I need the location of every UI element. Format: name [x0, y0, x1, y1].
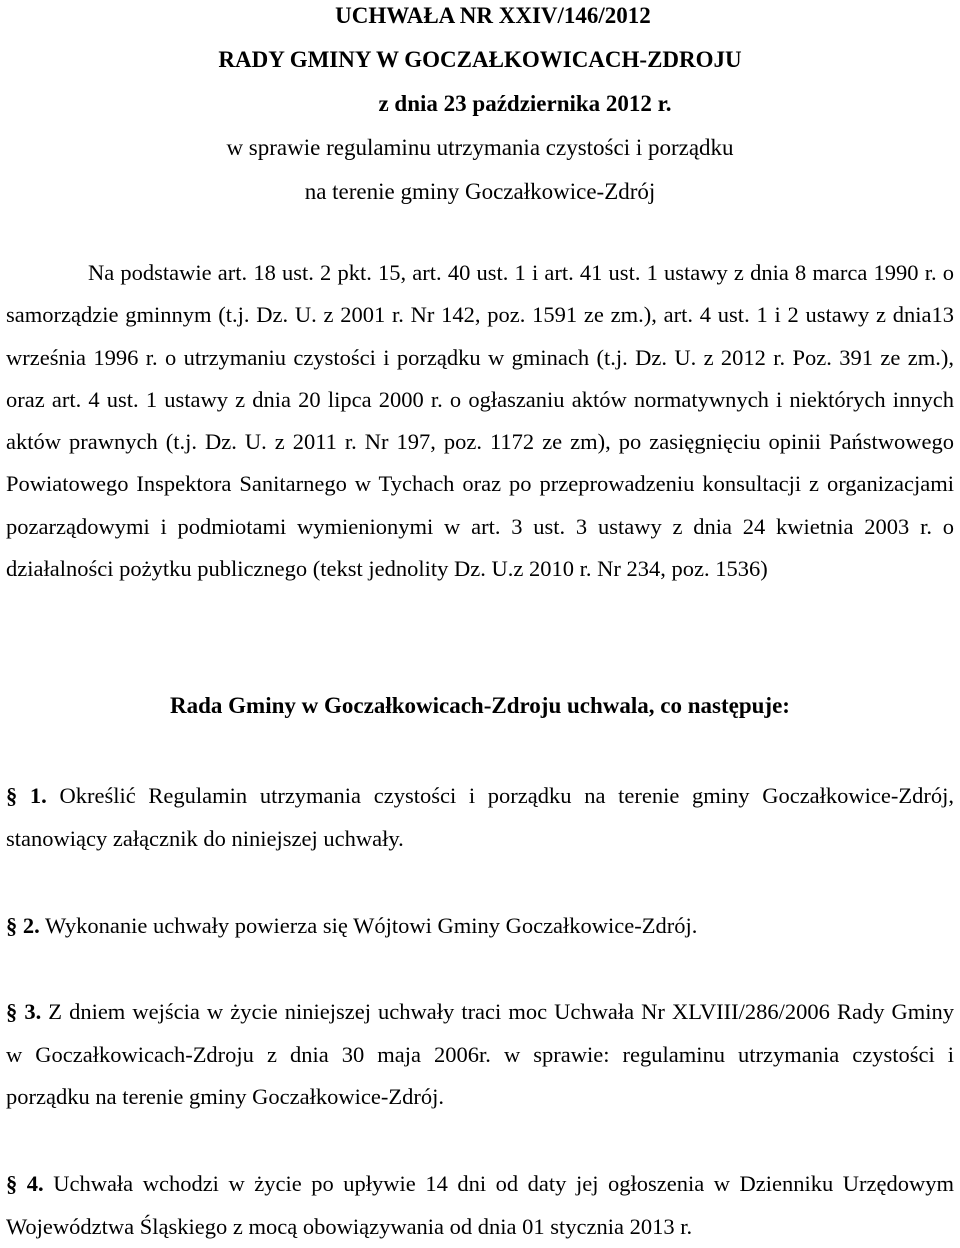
- section-1-number: § 1.: [6, 783, 47, 808]
- section-2: [6, 905, 954, 948]
- section-2-text: Wykonanie uchwały powierza się Wójtowi Gminy Goczałkowice-Zdrój.: [39, 913, 698, 938]
- subject-line-2: na terenie gminy Goczałkowice-Zdrój: [304, 179, 656, 204]
- section-3-number: § 3.: [6, 999, 42, 1024]
- resolution-number: UCHWAŁA NR XXIV/146/2012: [335, 3, 651, 28]
- document-header: [0, 0, 960, 220]
- subject-line-1: w sprawie regulaminu utrzymania czystości i porządku: [226, 135, 734, 160]
- section-3-text: Z dniem wejścia w życie niniejszej uchwały traci moc Uchwała Nr XLVIII/286/2006 Rady Gminy w Goczałkowicach-Zdroju z dnia 30 maja 2006r. w sprawie: regulaminu utrzymania czystości i porządku na terenie gminy Goczałkowice-Zdrój.: [6, 999, 955, 1109]
- section-4-text: Uchwała wchodzi w życie po upływie 14 dni od daty jej ogłoszenia w Dzienniku Urzędowym Województwa Śląskiego z mocą obowiązywania od dnia 01 stycznia 2013 r.: [6, 1171, 955, 1239]
- legal-basis-paragraph: Na podstawie art. 18 ust. 2 pkt. 15, art. 40 ust. 1 i art. 41 ust. 1 ustawy z dnia 8 marca 1990 r. o samorządzie gminnym (t.j. Dz. U. z 2001 r. Nr 142, poz. 1591 ze zm.), art. 4 ust. 1 i 2 ustawy z dnia13 września 1996 r. o utrzymaniu czystości i porządku w gminach (t.j. Dz. U. z 2012 r. Poz. 391 ze zm.), oraz art. 4 ust. 1 ustawy z dnia 20 lipca 2000 r. o ogłaszaniu aktów normatywnych i niektórych innych aktów prawnych (t.j. Dz. U. z 2011 r. Nr 197, poz. 1172 ze zm), po zasięgnięciu opinii Państwowego Powiatowego Inspektora Sanitarnego w Tychach oraz po przeprowadzeniu konsultacji z organizacjami pozarządowymi i podmiotami wymienionymi w art. 3 ust. 3 ustawy z dnia 24 kwietnia 2003 r. o działalności pożytku publicznego (tekst jednolity Dz. U.z 2010 r. Nr 234, poz. 1536): [6, 260, 954, 582]
- issuing-body: RADY GMINY W GOCZAŁKOWICACH-ZDROJU: [218, 47, 742, 72]
- section-1: [6, 775, 954, 860]
- section-4-number: § 4.: [6, 1171, 44, 1196]
- section-4: [6, 1163, 954, 1248]
- section-3: [6, 991, 954, 1119]
- section-2-number: § 2.: [6, 913, 40, 938]
- resolves-heading: Rada Gminy w Goczałkowicach-Zdroju uchwala, co następuje:: [170, 693, 790, 718]
- section-1-text: Określić Regulamin utrzymania czystości i porządku na terenie gminy Goczałkowice-Zdrój, stanowiący załącznik do niniejszej uchwały.: [6, 783, 954, 851]
- resolution-date: z dnia 23 października 2012 r.: [378, 91, 672, 116]
